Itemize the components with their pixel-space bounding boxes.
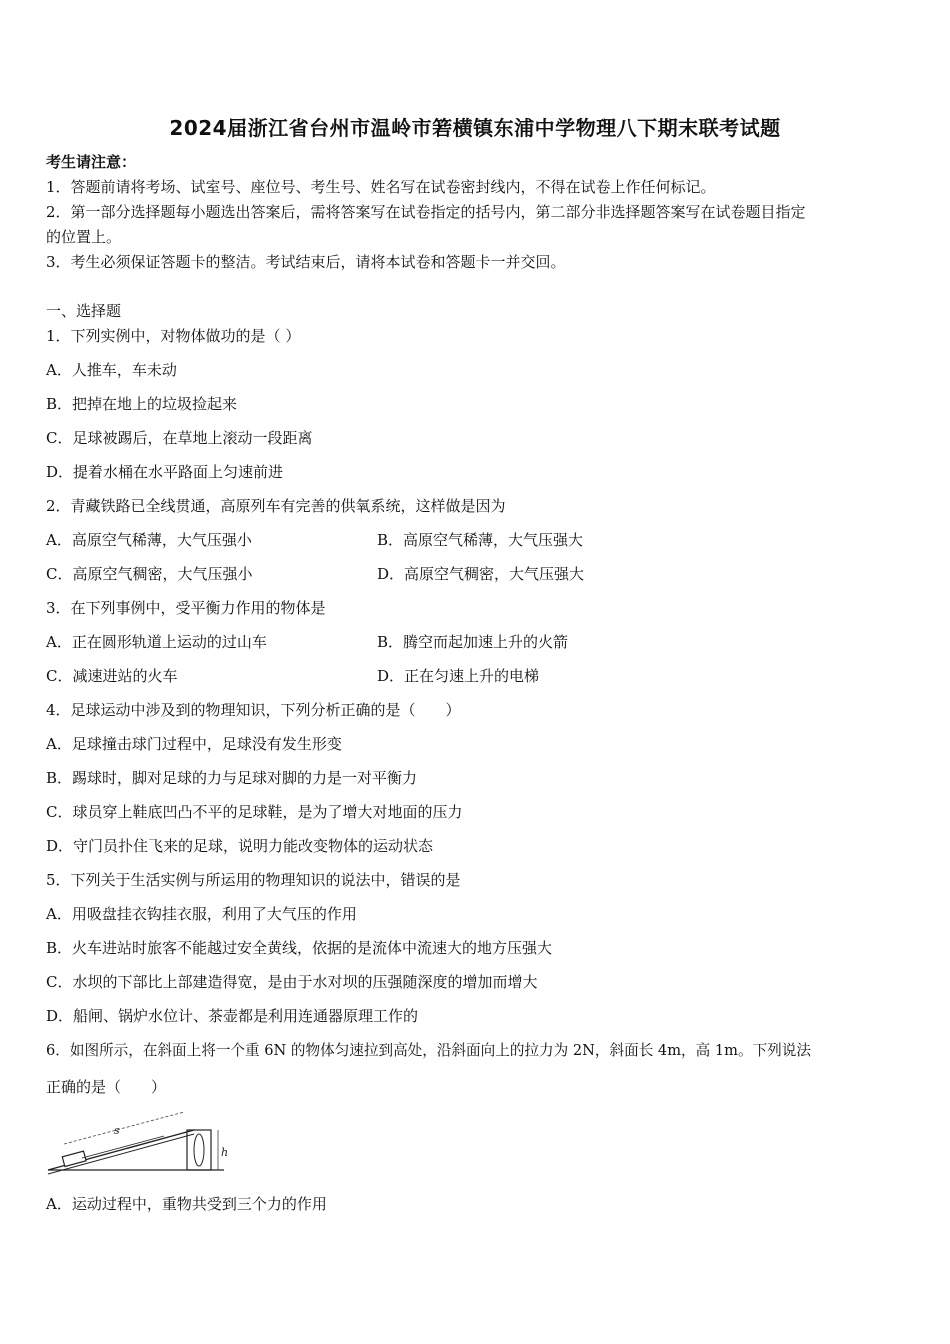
option: A．运动过程中，重物共受到三个力的作用: [46, 1195, 327, 1213]
option: D．正在匀速上升的电梯: [377, 667, 540, 685]
option: B．高原空气稀薄，大气压强大: [377, 531, 584, 549]
option: C．球员穿上鞋底凹凸不平的足球鞋，是为了增大对地面的压力: [46, 803, 463, 821]
option: C．水坝的下部比上部建造得宽，是由于水对坝的压强随深度的增加而增大: [46, 973, 538, 991]
option: D．高原空气稠密，大气压强大: [377, 565, 585, 583]
option: B．腾空而起加速上升的火箭: [377, 633, 569, 651]
notice-item: 1．答题前请将考场、试室号、座位号、考生号、姓名写在试卷密封线内，不得在试卷上作任何标记。: [46, 178, 716, 196]
question-stem: 4．足球运动中涉及到的物理知识，下列分析正确的是（ ）: [46, 701, 461, 719]
option: A．用吸盘挂衣钩挂衣服，利用了大气压的作用: [46, 905, 357, 923]
notice-item: 2．第一部分选择题每小题选出答案后，需将答案写在试卷指定的括号内，第二部分非选择题答案写在试卷题目指定: [46, 203, 806, 221]
notice-heading: 考生请注意：: [46, 153, 137, 171]
option: C．减速进站的火车: [46, 667, 178, 685]
notice-item: 3．考生必须保证答题卡的整洁。考试结束后，请将本试卷和答题卡一并交回。: [46, 253, 566, 271]
question-stem: 5．下列关于生活实例与所运用的物理知识的说法中，错误的是: [46, 871, 461, 889]
question-stem: 6．如图所示，在斜面上将一个重 6N 的物体匀速拉到高处，沿斜面向上的拉力为 2N，斜面长 4m，高 1m。下列说法: [46, 1042, 811, 1059]
option: A．人推车，车未动: [46, 361, 177, 379]
option: A．足球撞击球门过程中，足球没有发生形变: [46, 735, 342, 753]
question-stem: 1．下列实例中，对物体做功的是（ ）: [46, 327, 301, 345]
question-stem-cont: 正确的是（ ）: [46, 1078, 167, 1096]
option: B．踢球时，脚对足球的力与足球对脚的力是一对平衡力: [46, 769, 418, 787]
option: C．高原空气稠密，大气压强小: [46, 565, 253, 583]
option: C．足球被踢后，在草地上滚动一段距离: [46, 429, 313, 447]
option: B．火车进站时旅客不能越过安全黄线，依据的是流体中流速大的地方压强大: [46, 939, 553, 957]
page-title: 2024届浙江省台州市温岭市箬横镇东浦中学物理八下期末联考试题: [169, 116, 781, 140]
notice-item: 的位置上。: [46, 228, 122, 246]
section-heading: 一、选择题: [46, 302, 122, 320]
label-s: s: [114, 1124, 120, 1137]
option: D．船闸、锅炉水位计、茶壶都是利用连通器原理工作的: [46, 1007, 419, 1025]
option: D．守门员扑住飞来的足球，说明力能改变物体的运动状态: [46, 837, 434, 855]
question-stem: 3．在下列事例中，受平衡力作用的物体是: [46, 599, 326, 617]
option: D．提着水桶在水平路面上匀速前进: [46, 463, 284, 481]
question-stem: 2．青藏铁路已全线贯通，高原列车有完善的供氧系统，这样做是因为: [46, 497, 506, 515]
option: B．把掉在地上的垃圾捡起来: [46, 395, 238, 413]
incline-figure: [44, 1104, 234, 1179]
option: A．高原空气稀薄，大气压强小: [46, 531, 252, 549]
option: A．正在圆形轨道上运动的过山车: [46, 633, 267, 651]
label-h: h: [221, 1146, 229, 1159]
